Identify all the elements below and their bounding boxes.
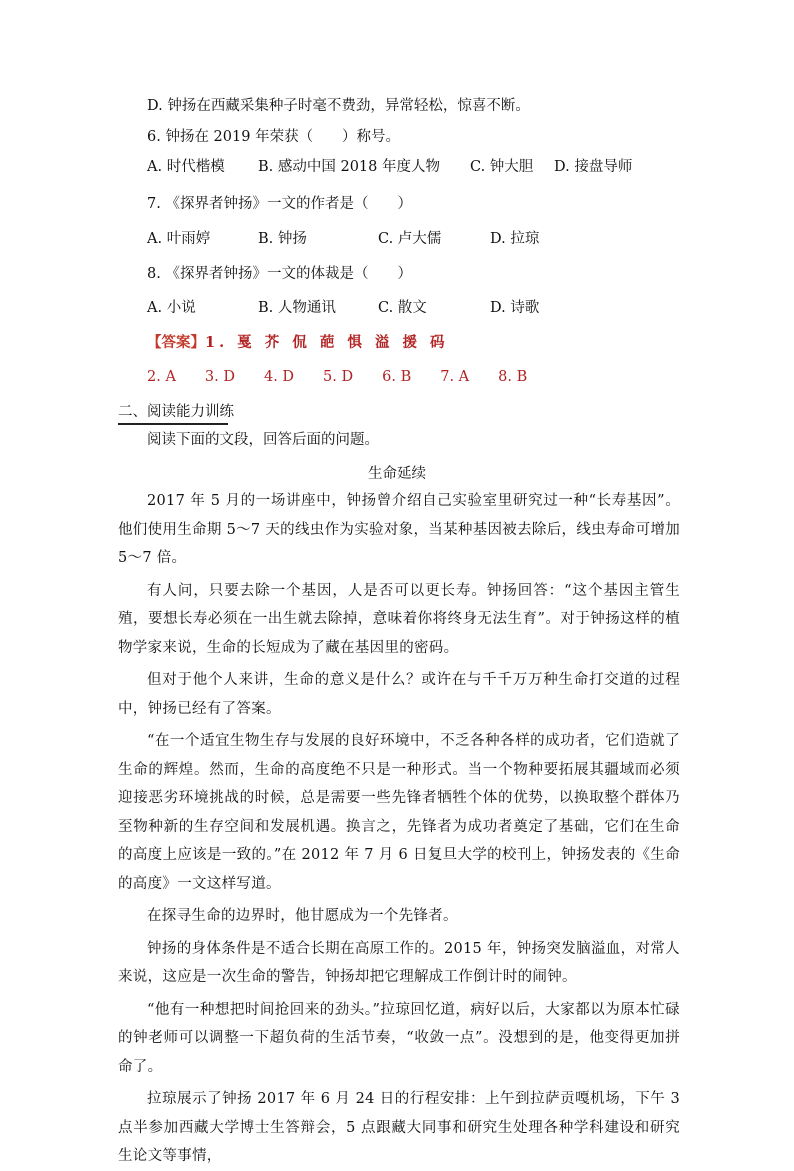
q7-stem: 7. 《探界者钟扬》一文的作者是（ ） (147, 196, 412, 212)
passage-paragraph-5: 在探寻生命的边界时，他甘愿成为一个先锋者。 (147, 908, 458, 924)
q6-option-d: D. 接盘导师 (554, 159, 633, 175)
q8-option-a: A. 小说 (147, 300, 196, 316)
answer-line-1 (147, 333, 449, 353)
passage-paragraph-4: “在一个适宜生物生存与发展的良好环境中，不乏各种各样的成功者，它们造就了生命的辉煌。然而，生命的高度绝不只是一种形式。当一个物种要拓展其疆域而必须迎接恶劣环境挑战的时候，总是需要一些先锋者牺牲个体的优势，以换取整个群体乃至物种新的生存空间和发展机遇。换言之，先锋者为成功者奠定了基础，它们在生命的高度上应该是一致的。”在 2012 年 7 月 6 日复旦大学的校刊上，钟扬发表的《生命的高度》一文这样写道。 (118, 733, 680, 892)
section-underline (118, 423, 228, 425)
passage-paragraph-2: 有人问，只要去除一个基因，人是否可以更长寿。钟扬回答：“这个基因主管生殖，要想长寿必须在一出生就去除掉，意味着你将终身无法生育”。对于钟扬这样的植物学家来说，生命的长短成为了藏在基因里的密码。 (118, 582, 680, 656)
q6-option-b: B. 感动中国 2018 年度人物 (258, 159, 440, 175)
passage-body (118, 487, 680, 1171)
q6-option-c: C. 钟大胆 (470, 159, 534, 175)
passage-paragraph-8: 拉琼展示了钟扬 2017 年 6 月 24 日的行程安排：上午到拉萨贡嘎机场，下午 3 点半参加西藏大学博士生答辩会，5 点跟藏大同事和研究生处理各种学科建设和研究生论文等事情， (118, 1091, 680, 1164)
q7-option-b: B. 钟扬 (258, 231, 307, 247)
q6-option-a: A. 时代楷模 (147, 159, 225, 175)
q5-option-d: D. 钟扬在西藏采集种子时毫不费劲，异常轻松，惊喜不断。 (147, 98, 530, 114)
q8-option-d: D. 诗歌 (490, 300, 540, 316)
passage-title: 生命延续 (368, 466, 426, 482)
q8-stem: 8. 《探界者钟扬》一文的体裁是（ ） (147, 266, 412, 282)
section-heading: 二、阅读能力训练 (118, 404, 234, 420)
q7-option-d: D. 拉琼 (490, 231, 540, 247)
passage-paragraph-1: 2017 年 5 月的一场讲座中，钟扬曾介绍自己实验室里研究过一种“长寿基因”。他们使用生命期 5～7 天的线虫作为实验对象，当某种基因被去除后，线虫寿命可增加 5～7 倍。 (118, 493, 680, 566)
q8-option-b: B. 人物通讯 (258, 300, 336, 316)
answer-line-2: 2. A 3. D 4. D 5. D 6. B 7. A 8. B (147, 369, 528, 385)
q7-option-a: A. 叶雨婷 (147, 231, 211, 247)
answer-label: 【答案】 (147, 334, 205, 351)
passage-paragraph-3: 但对于他个人来讲，生命的意义是什么？或许在与千千万万种生命打交道的过程中，钟扬已经有了答案。 (118, 672, 680, 717)
q7-option-c: C. 卢大儒 (378, 231, 442, 247)
q6-stem: 6. 钟扬在 2019 年荣获（ ）称号。 (147, 129, 401, 145)
answer-text-1: 1. 戛 芥 侃 葩 惧 溢 援 码 (205, 334, 449, 351)
passage-paragraph-6: 钟扬的身体条件是不适合长期在高原工作的。2015 年，钟扬突发脑溢血，对常人来说，这应是一次生命的警告，钟扬却把它理解成工作倒计时的闹钟。 (118, 940, 680, 985)
q8-option-c: C. 散文 (378, 300, 427, 316)
passage-paragraph-7: “他有一种想把时间抢回来的劲头。”拉琼回忆道，病好以后，大家都以为原本忙碌的钟老师可以调整一下超负荷的生活节奏，“收敛一点”。没想到的是，他变得更加拼命了。 (118, 1001, 680, 1075)
reading-instruction: 阅读下面的文段，回答后面的问题。 (147, 432, 379, 448)
